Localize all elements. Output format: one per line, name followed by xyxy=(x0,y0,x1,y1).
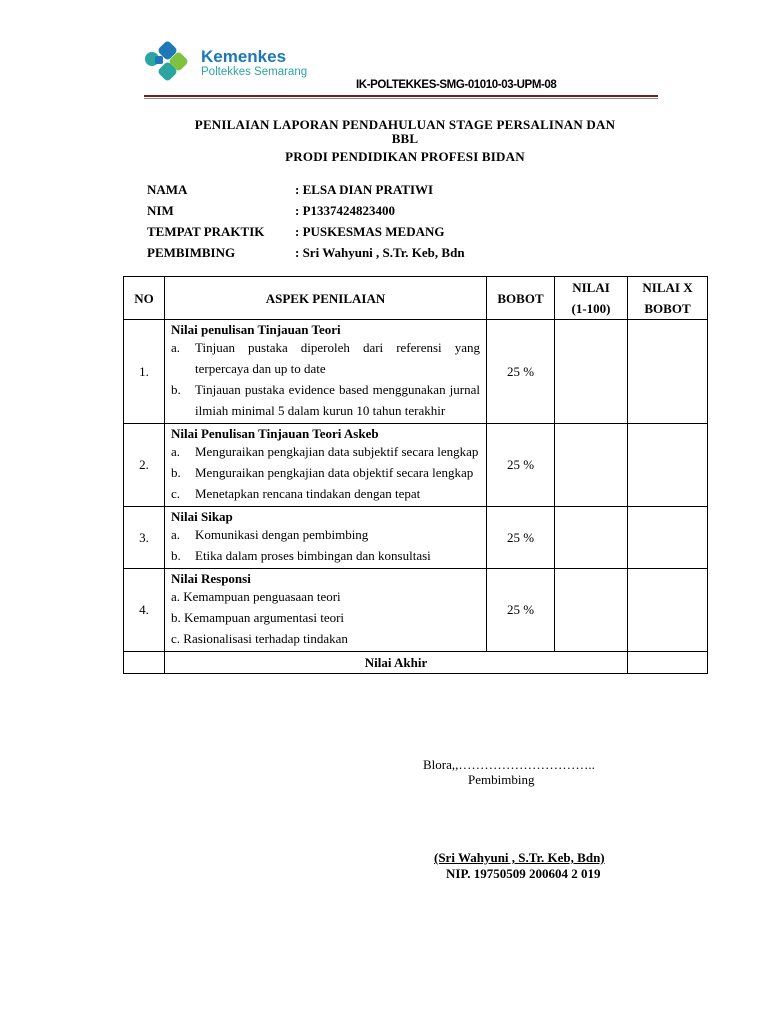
item-text: Menetapkan rencana tindakan dengan tepat xyxy=(195,486,421,501)
identity-label: PEMBIMBING xyxy=(147,245,236,260)
aspect-item xyxy=(171,337,480,379)
aspect-heading: Nilai penulisan Tinjauan Teori xyxy=(171,322,341,337)
identity-label: NAMA xyxy=(147,182,188,197)
aspect-line: a. Kemampuan penguasaan teori xyxy=(171,589,341,604)
aspect-cell xyxy=(165,569,487,652)
identity-value: : ELSA DIAN PRATIWI xyxy=(295,182,434,197)
item-text: Tinjuan pustaka diperoleh dari referensi yang terpercaya dan up to date xyxy=(195,340,480,376)
header-nxb-line2: BOBOT xyxy=(644,301,691,316)
weight-cell: 25 % xyxy=(487,569,555,652)
item-text: Tinjauan pustaka evidence based menggunakan jurnal ilmiah minimal 5 dalam kurun 10 tahun terakhir xyxy=(195,382,480,418)
table-row xyxy=(124,320,708,424)
item-text: Komunikasi dengan pembimbing xyxy=(195,527,369,542)
table-header-row xyxy=(124,277,708,320)
title-line-2: BBL xyxy=(391,131,419,146)
identity-row-tempat-praktik xyxy=(147,224,445,240)
final-score-label: Nilai Akhir xyxy=(165,652,628,674)
item-marker: a. xyxy=(171,444,181,459)
item-marker: b. xyxy=(171,382,181,397)
title-line-3: PRODI PENDIDIKAN PROFESI BIDAN xyxy=(285,149,525,164)
logo-name: Kemenkes xyxy=(201,47,287,66)
aspect-cell xyxy=(165,320,487,424)
score-cell[interactable] xyxy=(555,320,628,424)
final-score-row xyxy=(124,652,708,674)
title-line-1: PENILAIAN LAPORAN PENDAHULUAN STAGE PERSALINAN DAN xyxy=(194,117,616,132)
aspect-heading: Nilai Sikap xyxy=(171,509,233,524)
header-no: NO xyxy=(124,277,165,320)
row-number: 2. xyxy=(124,424,165,507)
place-date: Blora,,………………………….. xyxy=(423,757,595,772)
weighted-score-cell[interactable] xyxy=(628,424,708,507)
aspect-item xyxy=(171,545,480,566)
score-cell[interactable] xyxy=(555,569,628,652)
header-rule xyxy=(144,95,658,97)
aspect-item xyxy=(171,524,480,545)
aspect-heading: Nilai Penulisan Tinjauan Teori Askeb xyxy=(171,426,379,441)
score-cell[interactable] xyxy=(555,424,628,507)
aspect-cell xyxy=(165,507,487,569)
supervisor-role: Pembimbing xyxy=(468,772,535,787)
aspect-line: c. Rasionalisasi terhadap tindakan xyxy=(171,631,348,646)
logo-subtitle: Poltekkes Semarang xyxy=(201,66,308,78)
weighted-score-cell[interactable] xyxy=(628,320,708,424)
table-row xyxy=(124,569,708,652)
header-nilai-line1: NILAI xyxy=(572,280,610,295)
identity-row-pembimbing xyxy=(147,245,465,261)
item-text: Menguraikan pengkajian data subjektif secara lengkap xyxy=(195,444,479,459)
table-row xyxy=(124,507,708,569)
weighted-score-cell[interactable] xyxy=(628,569,708,652)
weight-cell: 25 % xyxy=(487,507,555,569)
identity-value: : P1337424823400 xyxy=(295,203,396,218)
weight-cell: 25 % xyxy=(487,320,555,424)
aspect-item xyxy=(171,441,480,462)
identity-value: : PUSKESMAS MEDANG xyxy=(295,224,445,239)
aspect-item xyxy=(171,379,480,421)
item-marker: a. xyxy=(171,340,181,355)
item-text: Menguraikan pengkajian data objektif secara lengkap xyxy=(195,465,474,480)
table-row xyxy=(124,424,708,507)
final-score-cell[interactable] xyxy=(628,652,708,674)
identity-value: : Sri Wahyuni , S.Tr. Keb, Bdn xyxy=(295,245,465,260)
aspect-item xyxy=(171,462,480,483)
weighted-score-cell[interactable] xyxy=(628,507,708,569)
identity-label: TEMPAT PRAKTIK xyxy=(147,224,265,239)
row-number: 3. xyxy=(124,507,165,569)
kemenkes-logo-mark-icon xyxy=(143,36,199,92)
identity-row-nim xyxy=(147,203,395,219)
item-marker: b. xyxy=(171,548,181,563)
item-marker: a. xyxy=(171,527,181,542)
signer-name: (Sri Wahyuni , S.Tr. Keb, Bdn) xyxy=(434,850,605,865)
aspect-line: b. Kemampuan argumentasi teori xyxy=(171,610,345,625)
final-empty-cell xyxy=(124,652,165,674)
item-text: Etika dalam proses bimbingan dan konsultasi xyxy=(195,548,431,563)
document-code: IK-POLTEKKES-SMG-01010-03-UPM-08 xyxy=(356,79,557,91)
header-bobot: BOBOT xyxy=(487,277,555,320)
assessment-table xyxy=(123,276,708,674)
header-nilai xyxy=(555,277,628,320)
score-cell[interactable] xyxy=(555,507,628,569)
signer-nip: NIP. 19750509 200604 2 019 xyxy=(446,866,601,881)
weight-cell: 25 % xyxy=(487,424,555,507)
identity-row-nama xyxy=(147,182,433,198)
header-rule-thin xyxy=(144,98,658,99)
aspect-cell xyxy=(165,424,487,507)
item-marker: c. xyxy=(171,486,181,501)
row-number: 1. xyxy=(124,320,165,424)
header-nxb-line1: NILAI X xyxy=(642,280,693,295)
kemenkes-logo xyxy=(143,36,325,92)
aspect-heading: Nilai Responsi xyxy=(171,571,251,586)
item-marker: b. xyxy=(171,465,181,480)
header-nilai-x-bobot xyxy=(628,277,708,320)
identity-label: NIM xyxy=(147,203,174,218)
header-aspek: ASPEK PENILAIAN xyxy=(165,277,487,320)
row-number: 4. xyxy=(124,569,165,652)
header-nilai-line2: (1-100) xyxy=(571,301,611,316)
aspect-item xyxy=(171,483,480,504)
